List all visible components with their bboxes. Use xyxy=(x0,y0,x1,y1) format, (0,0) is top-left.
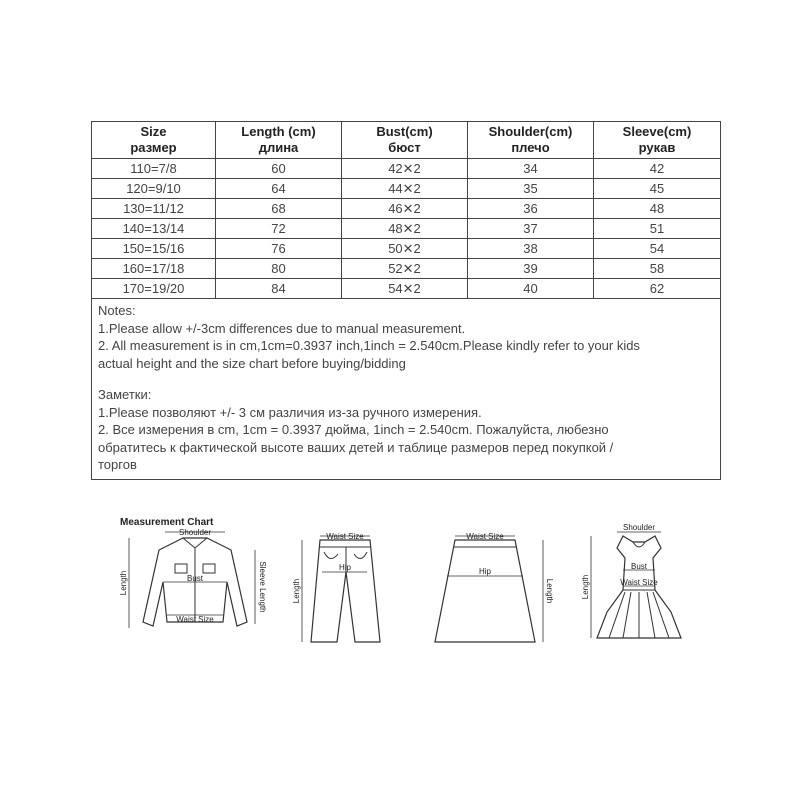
pants-hip-label: Hip xyxy=(338,563,352,572)
header-length xyxy=(216,122,342,159)
table-row xyxy=(92,179,721,199)
cell-shoulder: 37 xyxy=(468,219,594,239)
measurement-chart-title: Measurement Chart xyxy=(120,517,214,528)
cell-length: 76 xyxy=(216,239,342,259)
header-label-ru: размер xyxy=(130,140,177,155)
cell-sleeve: 48 xyxy=(594,199,721,219)
cell-sleeve: 62 xyxy=(594,279,721,299)
notes-title-ru: Заметки: xyxy=(98,387,152,402)
shirt-length-label: Length xyxy=(119,570,128,596)
cell-shoulder: 34 xyxy=(468,159,594,179)
notes-spacer xyxy=(98,372,712,386)
cell-length: 80 xyxy=(216,259,342,279)
header-label-en: Length (cm) xyxy=(241,124,316,139)
note-ru-2a: 2. Все измерения в cm, 1cm = 0.3937 дюйма, 1inch = 2.540cm. Пожалуйста, любезно xyxy=(98,422,609,437)
cell-sleeve: 42 xyxy=(594,159,721,179)
cell-size: 110=7/8 xyxy=(92,159,216,179)
note-en-2b: actual height and the size chart before buying/bidding xyxy=(98,355,406,371)
header-shoulder xyxy=(468,122,594,159)
cell-sleeve: 45 xyxy=(594,179,721,199)
table-row xyxy=(92,219,721,239)
cell-length: 72 xyxy=(216,219,342,239)
cell-shoulder: 36 xyxy=(468,199,594,219)
pants-length-label: Length xyxy=(292,578,301,604)
table-row xyxy=(92,279,721,299)
cell-size: 150=15/16 xyxy=(92,239,216,259)
note-en-2a: 2. All measurement is in cm,1cm=0.3937 inch,1inch = 2.540cm.Please kindly refer to your kids xyxy=(98,338,640,353)
header-size xyxy=(92,122,216,159)
note-ru-1: 1.Please позволяют +/- 3 см различия из-за ручного измерения. xyxy=(98,404,482,420)
cell-size: 170=19/20 xyxy=(92,279,216,299)
table-header-row xyxy=(92,122,721,159)
table-row xyxy=(92,239,721,259)
shirt-sleeve-label: Sleeve Length xyxy=(258,561,267,613)
cell-shoulder: 38 xyxy=(468,239,594,259)
pants-diagram-icon xyxy=(302,536,380,642)
cell-length: 64 xyxy=(216,179,342,199)
notes-title-en: Notes: xyxy=(98,303,136,318)
cell-sleeve: 54 xyxy=(594,239,721,259)
cell-bust: 42✕2 xyxy=(342,159,468,179)
skirt-diagram-icon xyxy=(435,536,543,642)
cell-size: 140=13/14 xyxy=(92,219,216,239)
pants-waist-label: Waist Size xyxy=(326,532,364,541)
shirt-bust-label: Bust xyxy=(186,574,204,583)
header-label-en: Size xyxy=(140,124,167,139)
shirt-shoulder-label: Shoulder xyxy=(178,528,212,537)
cell-shoulder: 39 xyxy=(468,259,594,279)
dress-shoulder-label: Shoulder xyxy=(622,523,656,532)
header-label-ru: длина xyxy=(258,140,299,155)
cell-shoulder: 40 xyxy=(468,279,594,299)
cell-bust: 48✕2 xyxy=(342,219,468,239)
cell-length: 68 xyxy=(216,199,342,219)
measurement-chart xyxy=(115,512,695,662)
cell-sleeve: 51 xyxy=(594,219,721,239)
cell-bust: 50✕2 xyxy=(342,239,468,259)
table-row xyxy=(92,159,721,179)
cell-bust: 52✕2 xyxy=(342,259,468,279)
size-table xyxy=(91,121,721,480)
cell-shoulder: 35 xyxy=(468,179,594,199)
header-label-en: Sleeve(cm) xyxy=(622,124,692,139)
cell-bust: 46✕2 xyxy=(342,199,468,219)
header-bust xyxy=(342,122,468,159)
header-label-ru: бюст xyxy=(388,140,421,155)
dress-length-label: Length xyxy=(581,574,590,600)
skirt-waist-label: Waist Size xyxy=(466,532,504,541)
header-sleeve xyxy=(594,122,721,159)
shirt-waist-label: Waist Size xyxy=(176,615,214,624)
header-label-en: Bust(cm) xyxy=(376,124,433,139)
cell-sleeve: 58 xyxy=(594,259,721,279)
table-row xyxy=(92,259,721,279)
cell-length: 84 xyxy=(216,279,342,299)
note-ru-2c: торгов xyxy=(98,457,137,472)
table-row xyxy=(92,199,721,219)
skirt-length-label: Length xyxy=(545,578,554,604)
cell-length: 60 xyxy=(216,159,342,179)
note-ru-2b: обратитесь к фактической высоте ваших детей и таблице размеров перед покупкой / xyxy=(98,439,614,455)
cell-size: 130=11/12 xyxy=(92,199,216,219)
cell-size: 120=9/10 xyxy=(92,179,216,199)
skirt-hip-label: Hip xyxy=(478,567,492,576)
cell-bust: 54✕2 xyxy=(342,279,468,299)
header-label-ru: плечо xyxy=(511,140,550,155)
header-label-ru: рукав xyxy=(638,140,676,155)
notes-cell xyxy=(92,299,721,480)
cell-bust: 44✕2 xyxy=(342,179,468,199)
notes-row xyxy=(92,299,721,480)
header-label-en: Shoulder(cm) xyxy=(488,124,573,139)
cell-size: 160=17/18 xyxy=(92,259,216,279)
dress-waist-label: Waist Size xyxy=(620,578,658,587)
dress-bust-label: Bust xyxy=(630,562,648,571)
note-en-1: 1.Please allow +/-3cm differences due to manual measurement. xyxy=(98,320,466,336)
